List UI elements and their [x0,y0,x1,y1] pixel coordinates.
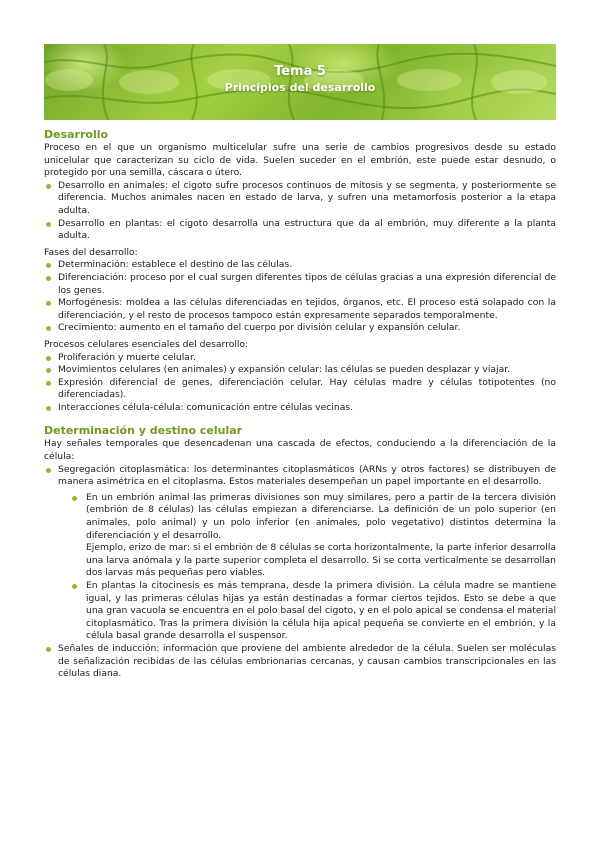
sub-list-item [58,492,556,580]
section-heading-determinacion: Determinación y destino celular [44,424,243,438]
list-determinacion [44,464,556,681]
section-heading-desarrollo: Desarrollo [44,128,109,141]
chapter-title: Principios del desarrollo [224,81,376,94]
document-body [44,128,556,681]
list-item: Movimientos celulares (en animales) y expansión celular: las células se pueden desplazar y viajar. [44,364,556,377]
header-banner [44,44,556,120]
list-item: Proliferación y muerte celular. [44,352,556,365]
list-item: Expresión diferencial de genes, diferenciación celular. Hay células madre y células totipotentes (no diferenciadas). [44,377,556,402]
list-item-text: Segregación citoplasmática: los determinantes citoplasmáticos (ARNs y otros factores) se distribuyen de manera asimétrica en el citoplasma. Estos materiales desempeñan un papel importante en el desarrollo. [58,463,556,488]
list-processes [44,352,556,415]
sub-list-item-text: En un embrión animal las primeras divisiones son muy similares, pero a partir de la tercera división (embrión de 8 células) las células empiezan a diferenciarse. La definición de un polo superior (en animales, polo animal) y un polo inferior (en animales, polo vegetativo) distintos determina la diferenciación y el desarrollo. [86,491,556,541]
list-item: Señales de inducción: información que proviene del ambiente alrededor de la célula. Suelen ser moléculas de señalización recibidas de las células embrionarias cercanas, y causan cambios transcripcionales en las células diana. [44,643,556,681]
sub-list-item: En plantas la citocinesis es más temprana, desde la primera división. La célula madre se mantiene igual, y las primeras células hijas ya están destinadas a formar ciertos tejidos. Esto se debe a que una gran vacuola se encuentra en el polo basal del cigoto, y en el polo apical se condensa el material citoplasmático. Tras la primera división la célula hija apical pequeña se convierte en el embrión, y la célula basal grande desarrolla el suspensor. [58,580,556,643]
list-item: Morfogénesis: moldea a las células diferenciadas en tejidos, órganos, etc. El proceso está solapado con la diferenciación, y el resto de procesos tampoco están expresamente separados temporalmente. [44,297,556,322]
phases-label: Fases del desarrollo: [44,246,138,258]
list-item: Desarrollo en plantas: el cigoto desarrolla una estructura que da al embrión, muy diferente a la planta adulta. [44,218,556,243]
list-item: Interacciones célula-célula: comunicación entre células vecinas. [44,402,556,415]
list-item [44,464,556,643]
list-desarrollo [44,180,556,243]
sub-list [58,492,556,643]
list-item: Crecimiento: aumento en el tamaño del cuerpo por división celular y expansión celular. [44,322,556,335]
example-paragraph: Ejemplo, erizo de mar: si el embrión de 8 células se corta horizontalmente, la parte inferior desarrolla una larva anómala y la parte superior completa el desarrollo. Si se corta verticalmente se desarrollan dos larvas más pequeñas pero viables. [86,542,556,579]
banner-title-block [44,64,556,95]
paragraph-intro: Hay señales temporales que desencadenan una cascada de efectos, conduciendo a la diferenciación de la célula: [44,438,556,463]
processes-label: Procesos celulares esenciales del desarrollo: [44,338,249,350]
list-item: Determinación: establece el destino de las células. [44,259,556,272]
list-phases [44,259,556,335]
paragraph-intro: Proceso en el que un organismo multicelular sufre una serie de cambios progresivos desde su estado unicelular que caracterizan su ciclo de vida. Suelen suceder en el embrión, este puede estar desnudo, o protegido por una semilla, cáscara o útero. [44,142,556,179]
chapter-number: Tema 5 [274,64,326,79]
list-item: Desarrollo en animales: el cigoto sufre procesos continuos de mitosis y se segmenta, y posteriormente se diferencia. Muchos animales nacen en estado de larva, y sufren una metamorfosis posterior a la etapa adulta. [44,180,556,218]
list-item: Diferenciación: proceso por el cual surgen diferentes tipos de células gracias a una expresión diferencial de los genes. [44,272,556,297]
